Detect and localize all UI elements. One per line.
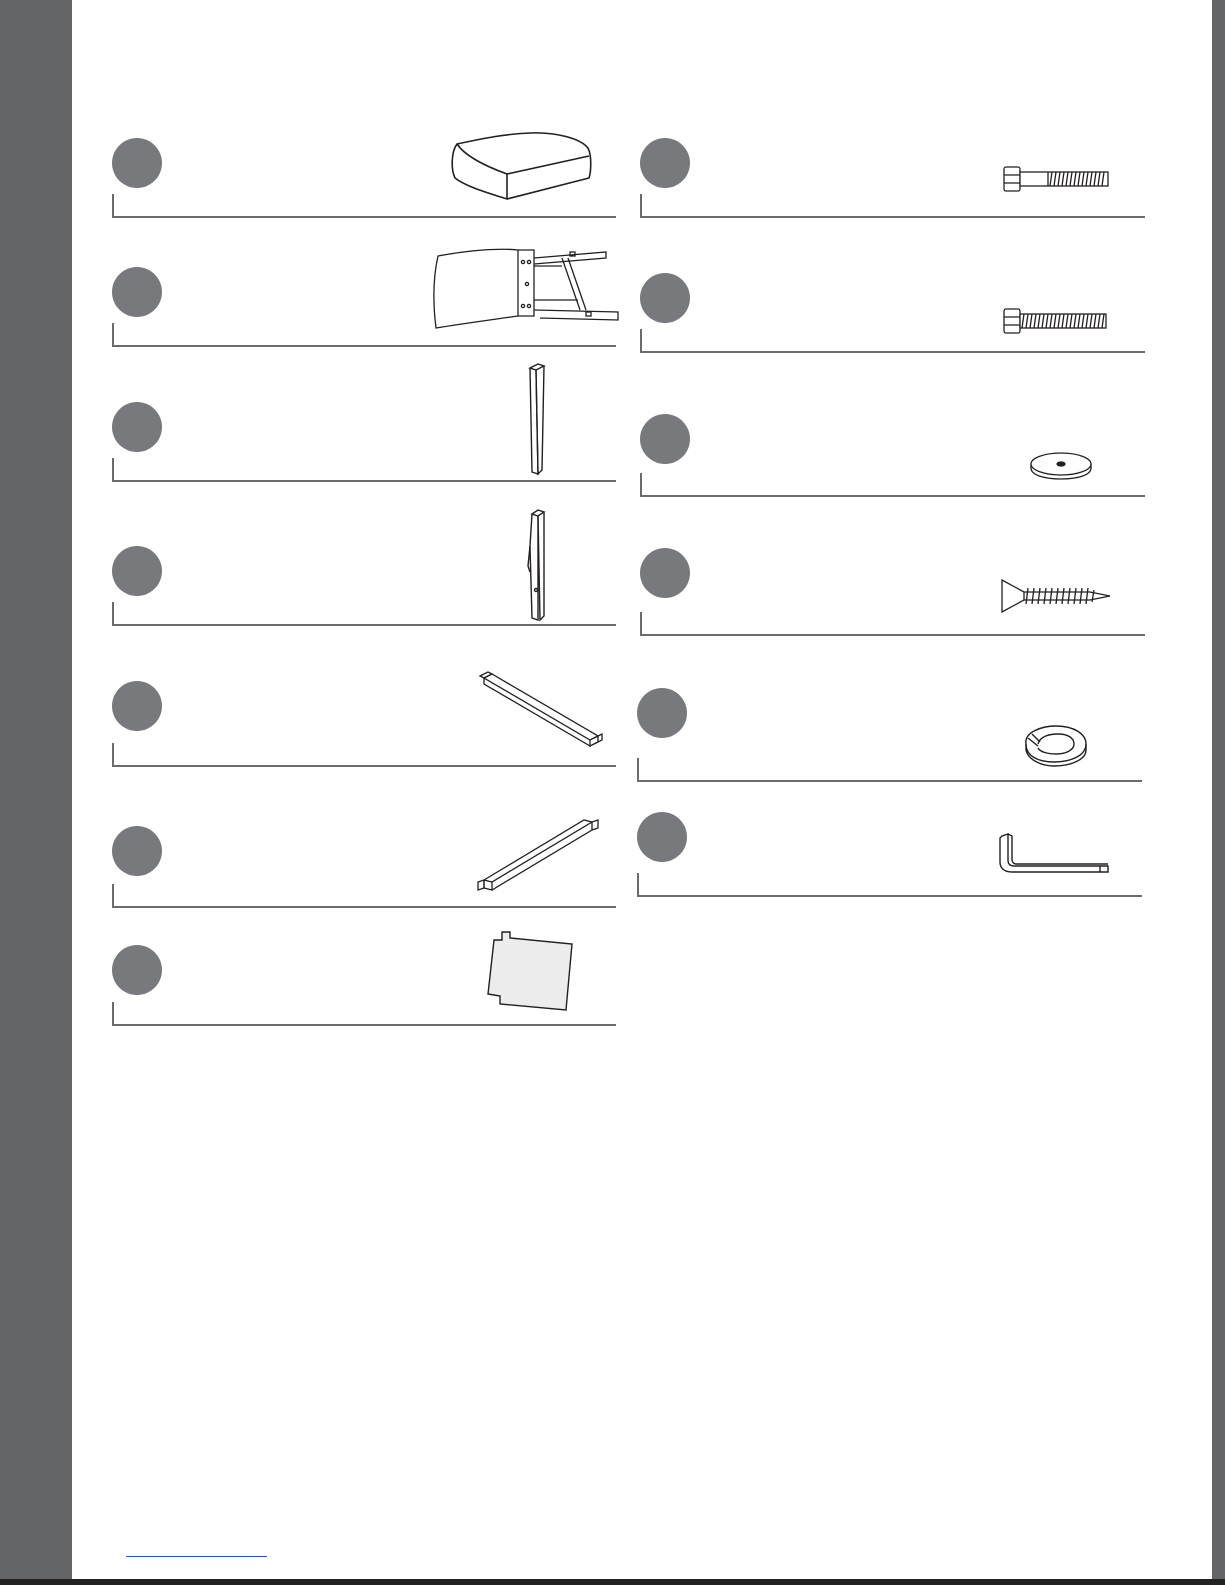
flat-washer-icon [1028, 448, 1094, 482]
part-number-badge [112, 267, 162, 317]
part-divider [637, 895, 1142, 897]
part-divider [640, 634, 1145, 636]
bottom-edge-band [0, 1579, 1225, 1585]
part-divider [112, 1024, 616, 1026]
part-number-badge [112, 945, 162, 995]
part-number-badge [637, 688, 687, 738]
part-number-badge [112, 402, 162, 452]
part-divider [112, 624, 616, 626]
part-divider [112, 906, 616, 908]
part-divider [640, 495, 1145, 497]
chair-back-frame-icon [430, 244, 622, 334]
allen-key-icon [996, 830, 1114, 876]
side-rail-icon [476, 668, 606, 748]
part-divider [112, 345, 616, 347]
seat-cushion-icon [445, 126, 595, 206]
part-divider [112, 480, 616, 482]
part-divider [112, 216, 616, 218]
part-number-badge [112, 546, 162, 596]
part-number-badge [112, 826, 162, 876]
footer-link[interactable] [126, 1556, 267, 1557]
part-divider [637, 780, 1142, 782]
part-divider [640, 216, 1145, 218]
part-number-badge [637, 812, 687, 862]
front-rail-icon [472, 812, 602, 896]
wood-screw-icon [998, 576, 1112, 616]
long-bolt-icon [1000, 164, 1112, 194]
sidebar-band [0, 0, 72, 1585]
right-edge-band [1212, 0, 1225, 1585]
front-leg-icon [524, 362, 548, 478]
part-number-badge [112, 138, 162, 188]
short-bolt-icon [1000, 306, 1112, 336]
part-number-badge [112, 681, 162, 731]
lock-washer-icon [1018, 722, 1090, 768]
part-divider [112, 765, 616, 767]
part-number-badge [640, 138, 690, 188]
part-number-badge [640, 273, 690, 323]
part-divider [640, 351, 1145, 353]
protective-pad-icon [480, 926, 580, 1016]
back-leg-icon [522, 506, 550, 624]
part-number-badge [640, 548, 690, 598]
part-number-badge [640, 414, 690, 464]
